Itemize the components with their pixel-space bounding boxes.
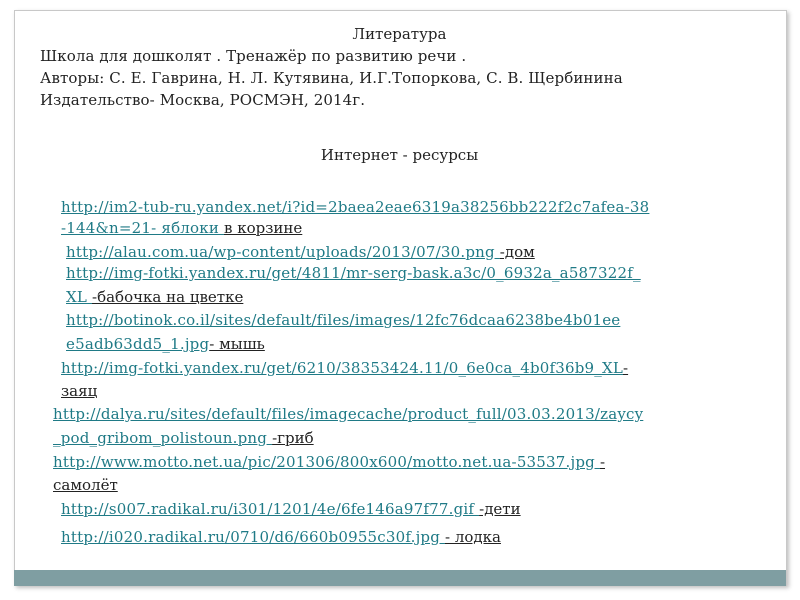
- source-description: в корзине: [224, 219, 303, 237]
- source-link[interactable]: http://im2-tub-ru.yandex.net/i?id=2baea2eae6319a38256bb222f2c7afea-38: [61, 198, 650, 216]
- authors: Авторы: С. Е. Гаврина, Н. Л. Кутявина, И.Г.Топоркова, С. В. Щербинина: [40, 69, 623, 87]
- source-description: - мышь: [209, 335, 265, 353]
- source-link[interactable]: e5adb63dd5_1.jpg: [66, 335, 210, 353]
- source-description: -дети: [479, 500, 521, 518]
- source-link[interactable]: http://www.motto.net.ua/pic/201306/800x600/motto.net.ua-53537.jpg: [53, 453, 600, 471]
- source-link[interactable]: http://i020.radikal.ru/0710/d6/660b0955c30f.jpg: [61, 528, 445, 546]
- source-description: -гриб: [272, 429, 314, 447]
- source-house: [66, 242, 535, 262]
- source-airplane: [53, 452, 605, 472]
- source-description: -дом: [499, 243, 535, 261]
- publisher: Издательство- Москва, РОСМЭН, 2014г.: [40, 91, 366, 109]
- footer-bar: [14, 570, 786, 586]
- literature-heading: Литература: [352, 25, 447, 43]
- source-link[interactable]: -144&n=21- яблоки: [61, 219, 224, 237]
- source-apples-cont: [61, 218, 302, 238]
- source-description: - лодка: [445, 528, 501, 546]
- source-butterfly-cont: [66, 287, 243, 307]
- source-link[interactable]: http://img-fotki.yandex.ru/get/4811/mr-serg-bask.a3c/0_6932a_a587322f_: [66, 264, 641, 282]
- internet-heading: Интернет - ресурсы: [320, 146, 479, 164]
- source-mushroom-cont: [53, 428, 314, 448]
- source-description: заяц: [61, 382, 98, 400]
- source-description: -бабочка на цветке: [92, 288, 244, 306]
- book-title: Школа для дошколят . Тренажёр по развитию речи .: [40, 47, 467, 65]
- source-mouse: [66, 310, 620, 330]
- source-apples: [61, 197, 649, 217]
- source-link[interactable]: http://img-fotki.yandex.ru/get/6210/38353424.11/0_6e0ca_4b0f36b9_XL: [61, 359, 624, 377]
- source-mushroom: [53, 404, 643, 424]
- source-airplane-cont: [53, 475, 118, 495]
- source-link[interactable]: http://dalya.ru/sites/default/files/imagecache/product_full/03.03.2013/zaycy: [53, 405, 644, 423]
- source-link[interactable]: _pod_gribom_polistoun.png: [53, 429, 273, 447]
- source-link[interactable]: http://botinok.co.il/sites/default/files/images/12fc76dcaa6238be4b01ee: [66, 311, 621, 329]
- source-mouse-cont: [66, 334, 265, 354]
- source-link[interactable]: XL: [66, 288, 93, 306]
- source-hare: [61, 358, 628, 378]
- source-description: -: [599, 453, 606, 471]
- source-boat: [61, 527, 501, 547]
- source-description: самолёт: [53, 476, 118, 494]
- source-butterfly: [66, 263, 641, 283]
- source-description: -: [623, 359, 629, 377]
- source-hare-cont: [61, 381, 97, 401]
- source-children: [61, 499, 521, 519]
- source-link[interactable]: http://s007.radikal.ru/i301/1201/4e/6fe146a97f77.gif: [61, 500, 480, 518]
- source-link[interactable]: http://alau.com.ua/wp-content/uploads/2013/07/30.png: [66, 243, 500, 261]
